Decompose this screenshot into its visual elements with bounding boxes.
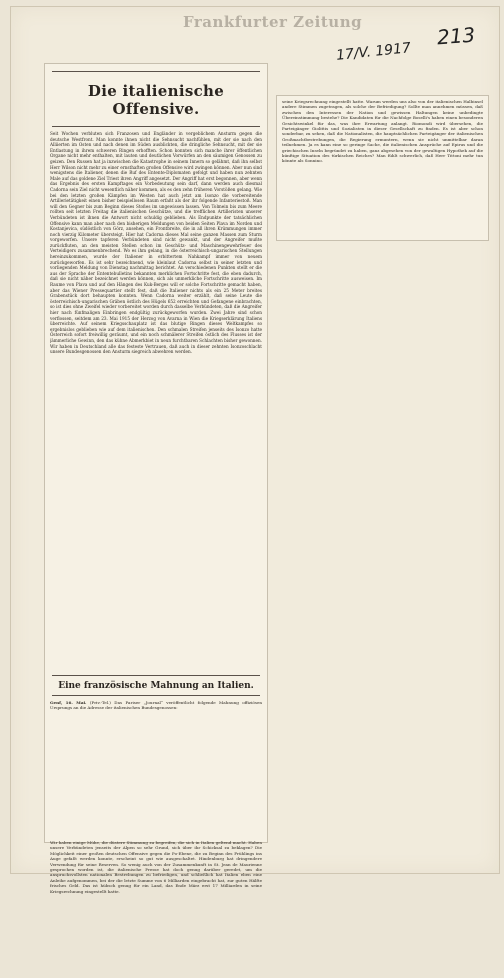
clipping-main — [44, 63, 268, 894]
second-headline-rule — [52, 695, 260, 696]
article-body: Seit Wochen verbluten sich Franzosen und Engländer in vergeblichem Ansturm gegen die deutsche Westfront. Man konnte ihnen nicht die Sehnsucht nachfühlen, mit der sie nach den Alliierten im Osten und nach denen im Süden ausblickten, die dringliche Sehnsucht, mit der sie Entlastung in ihrem schweren Ringen erhofften. Schon konnten sich manche ihrer öffentlichen Organe nicht mehr enthalten, mit lauten und deutlichen Vorwürfen an den säumigen Genossen zu geizen. Den Russen hat ja inzwischen die Katastrophe in seinem Innern so gelähmt, daß ihn selbst Herr Wilson nicht mehr zu einer ernsthaften großen Offensive wird zwingen können. Aber nun sind wenigstens die Italiener, denen die Ruf des Entente-Diplomaten gefolgt und haben nun zehnten Male auf das goldene Ziel Triest ihren Angriff angesetzt. Der Angriff hat erst begonnen, aber wenn das Ergebnis des ersten Kampftages ein Vorbedeutung sein darf, dann werden auch diesmal Cadorna sein Ziel nicht wesentlich näher kommen, als es den zehn früheren Vorstößen gelang. Wie bei den letzten großen Kämpfen im Westen hat auch jetzt am Isonzo die vorbereitende Artillerietätigkeit einen bisher beispiellosen Raum erfaßt als der ihr folgende Infanteriestoß. Man will den Gegner bis zum Beginn dieses Stoßes im ungewissen lassen. Von Tolmein bis zum Meere rollten seit letzten Freitag die italienischen Geschütze, und die trefflichen Artilleristen unserer Verbündeten ist ihnen die Antwort nicht schuldig geblieben. Als Endpunkte der tatsächlichen Offensive kann man aber nach den bisherigen Meldungen von beiden Seiten Plava im Norden und Kostanjevica, südöstlich von Görz, ansehen, ein Frontbreite, die in all ihren Krümmungen immer noch vierzig Kilometer übersteigt. Hier hat Cadorna dieses Mal seine ganzen Massen zum Sturm vorgeworfen. Unsere tapferen Verbündeten sind nicht gewankt, und der Angreifer mußte zurückfluten, an den meisten Stellen schon im Geschütz- und Maschinengewehrfeuer des Verteidigers zusammenbrechend. Wo es ihm gelang, in die österreichisch-ungarischen Stellungen hereinzukommen, wurde der Italiener in erbittertem Nahkampf immer von neuem zurückgeworfen. Es ist sehr bezeichnend, wie kleinlaut Cadorna selbst in seiner letzten und vorliegenden Meldung von Dienstag nachmittag berichtet. An verschiedenen Punkten stellt er die aus der Sprache der Ententebulletins bekannten merklichen Fortschritte fest, die eben dadurch, daß sie nicht näher bezeichnet werden können, sich als unmerkliche Fortschritte ausweisen. Im Raume von Plava und auf den Hängen des Kuk-Berges will er solche Fortschritte gemacht haben, aber das Wiener Pressequartier stellt fest, daß die Italiener nichts als ein 25 Meter breites Grabenstück dort behaupten konnten. Wenn Cadorna weiter erzählt, daß seine Leute die österreichisch-ungarischen Gräben östlich des Hügels 652 erreichten und Gefangene einbrachten, so ist dies ohne Zweifel wieder vorbereitet worden durch dasselbe Verbündeten, daß die Angreifer hier nach fünfmaligen Einbringen endgültig zurückgeworfen wurden. Zwei Jahre sind schon verflossen, seitdem am 23. Mai 1915 der Herzog von Avarna in Wien die Kriegserklärung Italiens überreichte. Auf seinem Kriegsschauplatz ist das blutige Ringen dieses Weltkampfes so ergebnislos geblieben wie auf dem italienischen. Den schmalen Streifen jenseits des Isonzo hatte Österreich sofort freiwillig geräumt, und ein noch schmälerer Streifen östlich des Flusses ist der jämmerliche Gewinn, den das kühne Abmerkbiet in neun furchtbaren Schlachten bisher gewonnen. Wir haben in Deutschland alle das festeste Vertrauen, daß auch in dieser zehnten Isonzoschlacht unsere Bundesgenossen den Ansturm siegreich abwehren werden. — [50, 131, 262, 355]
handwritten-date: 17/V. 1917 — [335, 40, 412, 64]
second-article-body: Wir haben einige Mühe, die düstere Stimmung zu begreifen, die sich in Italien geltend macht. Haben unsere Verbündeten jenseits der Alpen so sehr Grund, sich über ihr Schicksal zu beklagen? Die Möglichkeit einer großen deutschen Offensive gegen die Po-Ebene, die zu Beginn des Frühlings ins Auge gefaßt werden konnte, erscheint so gut wie ausgeschaltet. Hindenburg hat dringendere Verwendung für seine Reserven. So wenig auch von der Zusammenkunft in St. Jean de Maurienne gesprochen worden ist, die italienische Presse hat doch genug darüber geredet, um die anspruchsvollsten nationalen Bestrebungen zu befriedigen, und schließlich hat Italien eben eine Anleihe aufgenommen, bei der die letzte Summe von 6 Milliarden eingebracht hat, zur guten Hälfte frisches Geld. Das ist hübsch genug für ein Land, das Ende März erst 17 Milliarden in seine Kriegsrechnung eingestellt hatte. — [50, 840, 262, 894]
continuation-body: seine Kriegsrechnung eingestellt hatte. Warum werden uns also von der italienischen Halbinsel andere Stimmen zugetragen, als solche der Befriedigung? Sollte man annehmen müssen, daß zwischen den Interessen der Nation und gewissen Haltungen keine unbedingte Übereinstimmung bestehe? Die Kandidaten für die Nachfolge Boselli's haben einen besonderen Gesichtswinkel für das, was ihre Erwartung anlangt. Riomondi wird übersehen, die Parteigänger Giolittis und Sozialisten in dieser Gesellschaft zu finden. Es ist aber schon sonderbar, zu sehen, daß die Nationalisten, die hauptsächlichen Parteigänger der italienischen Großmachtbestrebungen, die Regierung ermuntern, wenn sie nicht unmittelbar daran teilnehmen. Ja es kann eine so geringe Sache, die italienischen Ansprüche auf Epirus und die griechischen Inseln begründet zu haben, ganz abgesehen von der gewaltigen Hypothek auf die künftige Situation des türkischen Reiches? Man fühlt schwerlich, daß Herr Tittoni mehr tun könnte als Sonnino. — [282, 99, 483, 164]
headline-rule — [52, 126, 260, 127]
top-rule — [52, 71, 260, 72]
handwritten-page-number: 213 — [436, 22, 476, 50]
newspaper-stamp: Frankfurter Zeitung — [183, 13, 363, 31]
second-article-intro — [50, 700, 262, 840]
second-article-headline: Eine französische Mahnung an Italien. — [58, 681, 254, 691]
section-rule — [52, 675, 260, 676]
article-headline: Die italienische Offensive. — [87, 82, 225, 118]
clipping-continuation — [276, 95, 489, 241]
dateline: Genf, 16. Mai. — [50, 700, 87, 705]
source-line: (Priv.-Tel.) Das Pariser „Journal“ veröffentlicht folgende Mahnung offiziösen Ursprungs an die Adresse der italienischen Bundesgenossen: — [50, 700, 262, 711]
